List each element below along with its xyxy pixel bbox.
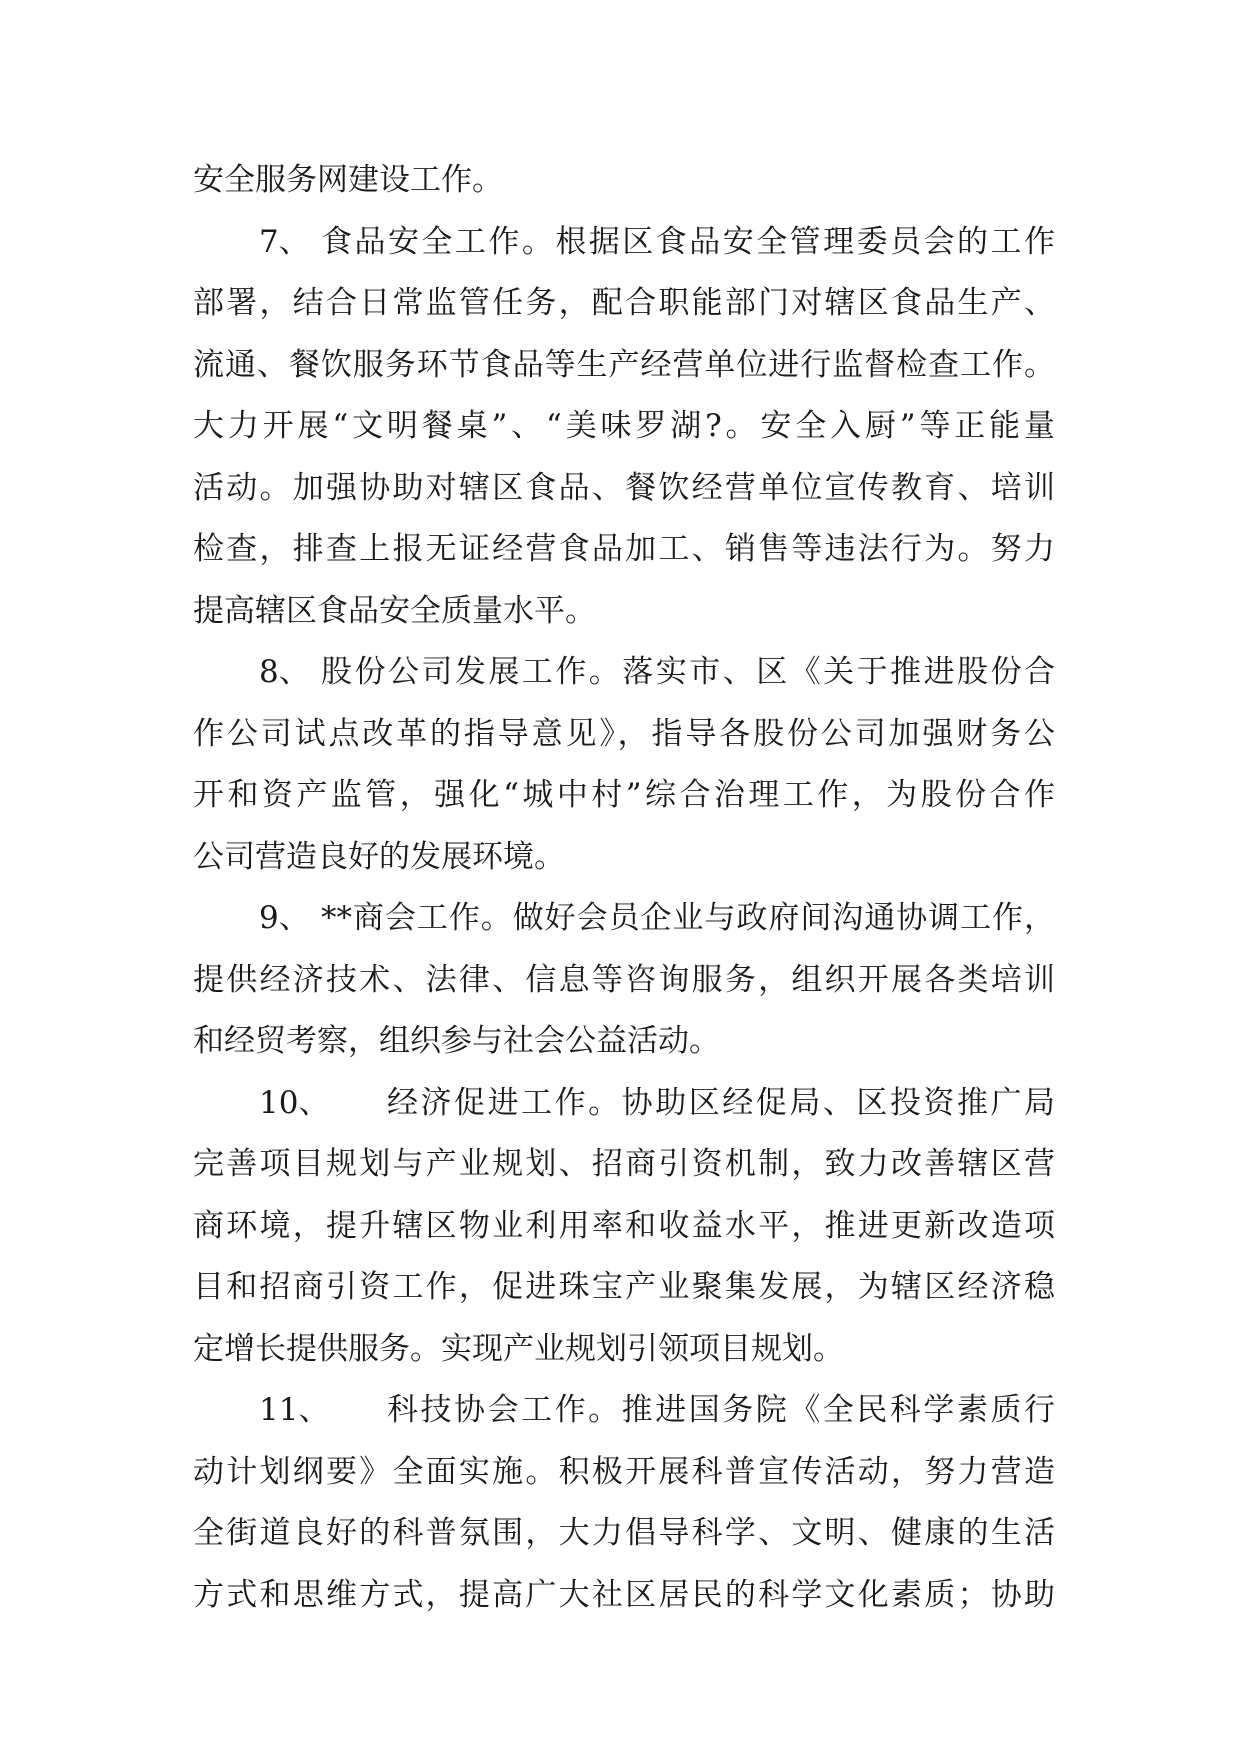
text-line: 作公司试点改革的指导意见》，指导各股份公司加强财务公 — [193, 715, 1055, 752]
text-line: 部署，结合日常监管任务，配合职能部门对辖区食品生产、 — [193, 285, 1055, 321]
paragraph-start-10 — [193, 1073, 1055, 1135]
text-line: 公司营造良好的发展环境。 — [193, 838, 565, 875]
item-number: 8、 — [259, 654, 310, 690]
item-number: 7、 — [259, 223, 310, 260]
item-number: 10、 — [259, 1084, 330, 1121]
document-body — [193, 150, 1055, 1626]
paragraph-start-8 — [193, 642, 1055, 704]
text-line: 提高辖区食品安全质量水平。 — [193, 592, 596, 629]
text-line: 开和资产监管，强化“城中村”综合治理工作，为股份合作 — [193, 777, 1055, 813]
text-line: 提供经济技术、法律、信息等咨询服务，组织开展各类培训 — [193, 961, 1055, 998]
text-line: 股份公司发展工作。落实市、区《关于推进股份合 — [321, 654, 1055, 690]
text-line: 经济促进工作。协助区经促局、区投资推广局 — [387, 1084, 1055, 1121]
text-line: 大力开展“文明餐桌”、“美味罗湖?。安全入厨”等正能量 — [193, 408, 1055, 444]
text-line: **商会工作。做好会员企业与政府间沟通协调工作， — [321, 900, 1055, 936]
text-line: 科技协会工作。推进国务院《全民科学素质行 — [387, 1392, 1055, 1428]
text-line: 食品安全工作。根据区食品安全管理委员会的工作 — [321, 223, 1055, 260]
text-line: 完善项目规划与产业规划、招商引资机制，致力改善辖区营 — [193, 1146, 1055, 1182]
text-line: 流通、餐饮服务环节食品等生产经营单位进行监督检查工作。 — [193, 346, 1055, 383]
text-line: 检查，排查上报无证经营食品加工、销售等违法行为。努力 — [193, 531, 1055, 567]
item-number: 9、 — [259, 900, 310, 936]
text-line: 动计划纲要》全面实施。积极开展科普宣传活动，努力营造 — [193, 1453, 1055, 1490]
text-line: 和经贸考察，组织参与社会公益活动。 — [193, 1023, 720, 1059]
paragraph-start-11 — [193, 1380, 1055, 1442]
paragraph-start-7 — [193, 212, 1055, 274]
text-line: 安全服务网建设工作。 — [193, 162, 503, 198]
paragraph-start-9 — [193, 888, 1055, 950]
text-line: 目和招商引资工作，促进珠宝产业聚集发展，为辖区经济稳 — [193, 1269, 1055, 1305]
text-line: 定增长提供服务。实现产业规划引领项目规划。 — [193, 1330, 844, 1367]
text-line: 方式和思维方式，提高广大社区居民的科学文化素质；协助 — [193, 1576, 1055, 1613]
text-line: 全街道良好的科普氛围，大力倡导科学、文明、健康的生活 — [193, 1515, 1055, 1551]
text-line: 活动。加强协助对辖区食品、餐饮经营单位宣传教育、培训 — [193, 469, 1055, 506]
item-number: 11、 — [259, 1392, 330, 1428]
text-line: 商环境，提升辖区物业利用率和收益水平，推进更新改造项 — [193, 1207, 1055, 1244]
